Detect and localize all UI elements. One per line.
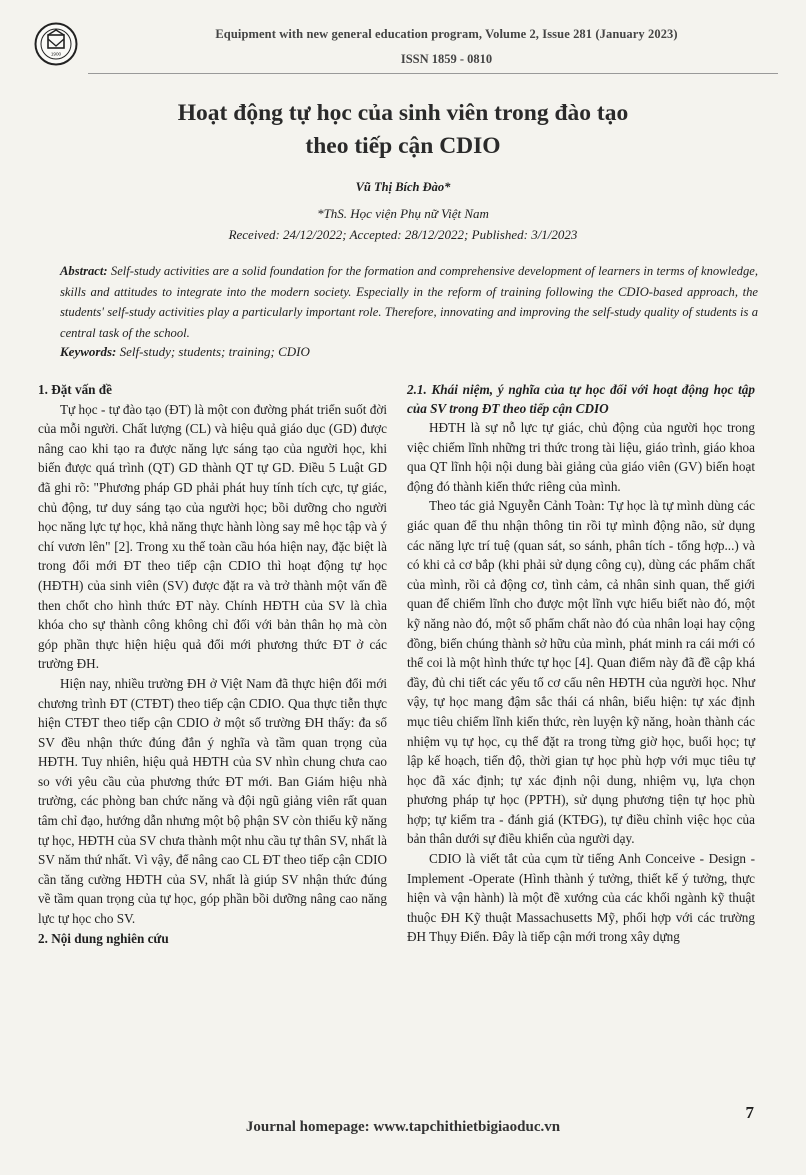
right-column [407, 380, 755, 947]
page-number: 7 [745, 1103, 754, 1122]
keywords-label: Keywords: [60, 344, 117, 359]
paragraph: Tự học - tự đào tạo (ĐT) là một con đường phát triển suốt đời của mỗi người. Chất lượng (CL) và hiệu quả giáo dục (GD) được nâng cao khi tạo ra được năng lực sáng tạo của người học, khi biến được quá trình (QT) GD thành QT tự GD. Điều 5 Luật GD đã ghi rõ: "Phương pháp GD phải phát huy tính tích cực, tự giác, chủ động, tư duy sáng tạo của người học; bồi dưỡng cho người học năng lực tự học, khả năng thực hành lòng say mê học tập và ý chí vươn lên" [2]. Trong xu thế toàn cầu hóa hiện nay, đặc biệt là trong đổi mới ĐT theo tiếp cận CDIO thì hoạt động tự học (HĐTH) của sinh viên (SV) được đặt ra và trở thành một vấn đề then chốt cho hình thức ĐT này. Chính HĐTH của SV là chìa khóa cho sự thành công không chỉ đối với bản thân họ mà còn góp phần thực hiện hiệu quả đổi mới phương thức ĐT ở các trường ĐH. [38, 401, 387, 672]
left-column [38, 380, 387, 948]
subsection-heading: 2.1. Khái niệm, ý nghĩa của tự học đối với hoạt động học tập của SV trong ĐT theo tiếp cận CDIO [407, 382, 755, 416]
abstract-text: Self-study activities are a solid foundation for the formation and comprehensive development of learners in terms of knowledge, skills and attitudes to integrate into the modern society. Especially in the reform of training following the CDIO-based approach, the students' self-study activities play a particularly important role. Therefore, innovating and improving the self-study quality of students is a central task of the school. [60, 264, 758, 340]
paragraph: CDIO là viết tắt của cụm từ tiếng Anh Conceive - Design - Implement -Operate (Hình thành ý tưởng, thiết kế ý tưởng, thực hiện và vận hành) là một đề xướng của các khối ngành kỹ thuật thuộc ĐH Kỹ thuật Massachusetts Mỹ, phối hợp với các trường ĐH Thụy Điển. Đây là tiếp cận mới trong xây dựng [407, 851, 755, 945]
issn: ISSN 1859 - 0810 [400, 52, 493, 66]
paragraph: Theo tác giả Nguyễn Cảnh Toàn: Tự học là tự mình dùng các giác quan để thu nhận thông tin rồi tự mình động não, sử dụng các năng lực trí tuệ (quan sát, so sánh, phân tích - tổng hợp...) và có khi cả cơ bắp (khi phải sử dụng công cụ), dùng các phẩm chất của mình, rồi cả động cơ, tình cảm, cả nhân sinh quan, thế giới quan để chiếm lĩnh cho được một lĩnh vực hiểu biết nào đó, một kỹ năng nào đó, một số phẩm chất nào đó của nhân loại hay cộng đồng, biến chúng thành sở hữu của mình, phát minh ra cái mới có thể coi là một hình thức tự học [4]. Quan điểm này đã đề cập khá đầy, đủ chi tiết các yếu tố cơ cấu nên HĐTH của người học. Như vậy, tự học mang đậm sắc thái cá nhân, biểu hiện: tự xác định mục tiêu chiếm lĩnh kiến thức, rèn luyện kỹ năng, hoàn thành các nhiệm vụ tự học, cụ thể đặt ra trong từng giờ học, buổi học; tự lập kế hoạch, tiến độ, thời gian tự học phù hợp với mục tiêu tự học đã xác định; tự xác định nội dung, nhiệm vụ, lựa chọn phương pháp tự học (PPTH), sử dụng phương tiện tự học phù hợp; tự kiểm tra - đánh giá (KTĐG), tự điều chỉnh việc học của bản thân dưới sự điều khiển của người dạy. [407, 498, 755, 847]
title-line-1: Hoạt động tự học của sinh viên trong đào tạo [177, 100, 629, 126]
paragraph: Hiện nay, nhiều trường ĐH ở Việt Nam đã thực hiện đổi mới chương trình ĐT (CTĐT) theo tiếp cận CDIO. Qua thực tiễn thực hiện CTĐT theo tiếp cận CDIO ở một số trường ĐH thấy: đa số SV đều nhận thức đúng đắn ý nghĩa và tầm quan trọng của HĐTH. Tuy nhiên, hiệu quả HĐTH của SV nhìn chung chưa cao so với yêu cầu của phương thức ĐT mới. Ban Giám hiệu nhà trường, các phòng ban chức năng và đội ngũ giảng viên rất quan tâm chỉ đạo, hướng dẫn nhưng một bộ phận SV còn thiếu kỹ năng tự học, HĐTH của SV chưa thành một nhu cầu tự thân SV, nhất là SV năm thứ nhất. Vì vậy, để nâng cao CL ĐT theo tiếp cận CDIO cần tăng cường HĐTH của SV, nhất là giúp SV nhận thức đúng về tầm quan trọng của tự học, góp phần bồi dưỡng nâng cao năng lực tự học cho SV. [38, 675, 387, 927]
article-dates: Received: 24/12/2022; Accepted: 28/12/2022; Published: 3/1/2023 [228, 227, 578, 242]
keywords [60, 344, 758, 360]
author: Vũ Thị Bích Đào* [355, 180, 451, 194]
journal-header: Equipment with new general education program, Volume 2, Issue 281 (January 2023) [215, 27, 678, 41]
title-line-2: theo tiếp cận CDIO [305, 133, 501, 159]
journal-logo [34, 22, 78, 66]
section-heading-1: 1. Đặt vấn đề [38, 382, 112, 397]
logo-year: 1900 [50, 51, 62, 57]
abstract-label: Abstract: [60, 264, 108, 278]
paragraph: HĐTH là sự nỗ lực tự giác, chủ động của người học trong việc chiếm lĩnh những tri thức trong tài liệu, giáo trình, giáo khoa qua QT lĩnh hội nội dung bài giảng của giáo viên (GV) biến hoạt động đó thành kiến thức riêng của mình. [407, 420, 755, 494]
section-heading-2: 2. Nội dung nghiên cứu [38, 930, 169, 946]
affiliation: *ThS. Học viện Phụ nữ Việt Nam [317, 206, 489, 221]
keywords-text: Self-study; students; training; CDIO [116, 344, 310, 359]
abstract [60, 261, 758, 343]
header-rule [88, 73, 778, 74]
journal-homepage: Journal homepage: www.tapchithietbigiaoduc.vn [245, 1119, 561, 1135]
article-title [40, 97, 766, 163]
